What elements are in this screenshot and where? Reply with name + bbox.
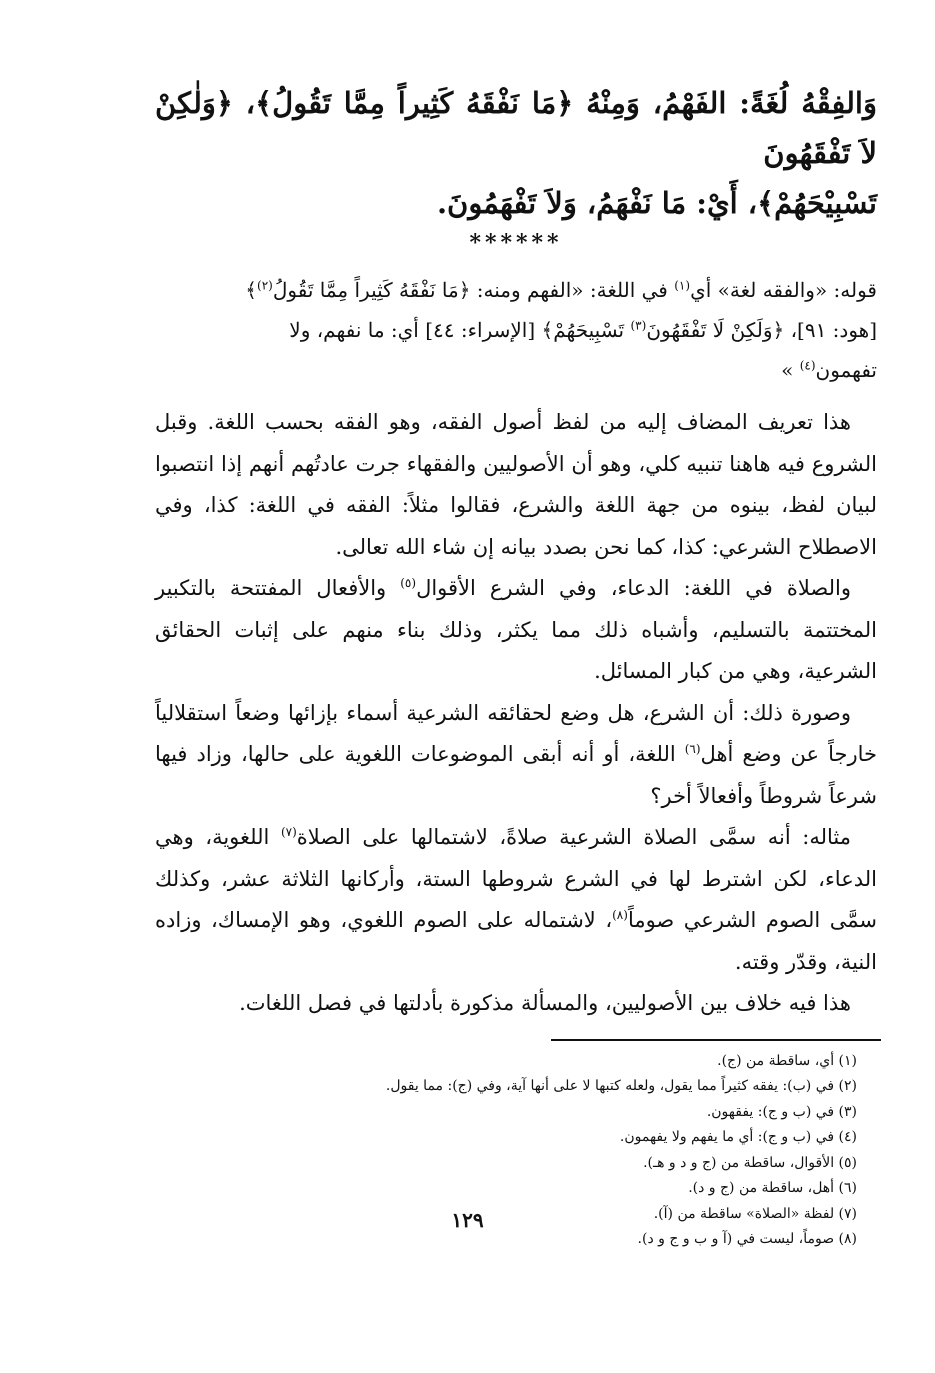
footnote: (٥) الأقوال، ساقطة من (ج و د و هـ). — [643, 1154, 857, 1171]
quote-line: تفهمون$^{(٤)}$ » — [781, 358, 877, 382]
commentary-body — [155, 402, 877, 1025]
footnote: (٨) صوماً، ليست في (آ و ب و ج و د). — [637, 1231, 857, 1247]
paragraph: هذا تعريف المضاف إليه من لفظ أصول الفقه، وهو الفقه بحسب اللغة. وقبل الشروع فيه هاهنا تنبيه كلي، وهو أن الأصوليين والفقهاء جرت عادتُهم أنهم إذا انتصبوا لبيان لفظ، بينوه من جهة اللغة والشرع، فقالوا مثلاً: الفقه في اللغة: كذا، وفي الاصطلاح الشرعي: كذا، كما نحن بصدد بيانه إن شاء الله تعالى. — [155, 410, 877, 559]
commentary-quote — [155, 270, 877, 390]
page-number: ١٢٩ — [451, 1208, 484, 1232]
matn-line: وَالفِقْهُ لُغَةً: الفَهْمُ، وَمِنْهُ ﴿مَا نَفْقَهُ كَثِيراً مِمَّا تَقُولُ﴾، ﴿وَلٰكِنْ لاَ تَفْقَهُونَ — [155, 86, 877, 170]
footnote-ref: (٧) — [280, 825, 297, 839]
paragraph: هذا فيه خلاف بين الأصوليين، والمسألة مذكورة بأدلتها في فصل اللغات. — [239, 991, 851, 1015]
section-separator: ****** — [469, 230, 563, 256]
matn-text — [155, 78, 877, 228]
footnote: (١) أي، ساقطة من (ج). — [717, 1052, 857, 1069]
footnote: (٧) لفظة «الصلاة» ساقطة من (آ). — [653, 1205, 857, 1222]
matn-line: تَسْبِيْحَهُمْ﴾، أَيْ: مَا نَفْهَمُ، وَلاَ تَفْهَمُونَ. — [436, 186, 877, 220]
footnote: (٤) في (ب و ج): أي ما يفهم ولا يفهمون. — [619, 1129, 857, 1145]
footnote-ref: (٥) — [400, 576, 417, 590]
quote-line: قوله: «والفقه لغة» أي$^{(١)}$ في اللغة: «الفهم ومنه: ﴿مَا نَفْقَهُ كَثِيراً مِمَّا تَقُولُ$^{(٢)}$﴾ — [245, 278, 877, 302]
footnote-ref: (٤) — [799, 358, 816, 373]
footnote-ref: (٢) — [257, 278, 273, 293]
paragraph: والصلاة في اللغة: الدعاء، وفي الشرع الأقوال$^{(٥)}$ والأفعال المفتتحة بالتكبير المختتمة بالتسليم، وأشباه ذلك مما يكثر، وذلك بناء منهم على إثبات الحقائق الشرعية، وهي من كبار المسائل. — [155, 576, 877, 683]
footnote-divider — [551, 1039, 881, 1041]
footnote-ref: (٣) — [630, 318, 647, 333]
footnote: (٦) أهل، ساقطة من (ج و د). — [688, 1180, 857, 1196]
footnote: (٣) في (ب و ج): يفقهون. — [706, 1103, 857, 1120]
paragraph: مثاله: أنه سمَّى الصلاة الشرعية صلاةً، لاشتمالها على الصلاة$^{(٧)}$ اللغوية، وهي الدعاء، لكن اشترط لها في الشرع شروطها الستة، وأركانها الثلاثة عشر، وكذلك سمَّى الصوم الشرعي صوماً$^{(٨)}$، لاشتماله على الصوم اللغوي، وهو الإمساك، وزاده النية، وقدّر وقته. — [155, 825, 877, 974]
footnote-ref: (٦) — [684, 742, 701, 756]
page-content — [155, 78, 877, 1253]
footnote-ref: (٨) — [612, 908, 628, 922]
footnote-ref: (١) — [674, 278, 691, 293]
paragraph: وصورة ذلك: أن الشرع، هل وضع لحقائقه الشرعية أسماء بإزائها وضعاً استقلالياً خارجاً عن وضع أهل$^{(٦)}$ اللغة، أو أنه أبقى الموضوعات اللغوية على حالها، وزاد فيها شرعاً شروطاً وأفعالاً أخر؟ — [155, 700, 877, 808]
footnote: (٢) في (ب): يفقه كثيراً مما يقول، ولعله كتبها لا على أنها آية، وفي (ج): مما يقول. — [385, 1078, 857, 1094]
quote-line: [هود: ٩١]، ﴿وَلَكِنْ لَا تَفْقَهُونَ$^{(٣)}$ تَسْبِيحَهُمْ﴾ [الإسراء: ٤٤] أي: ما نفهم، ولا — [289, 318, 877, 342]
